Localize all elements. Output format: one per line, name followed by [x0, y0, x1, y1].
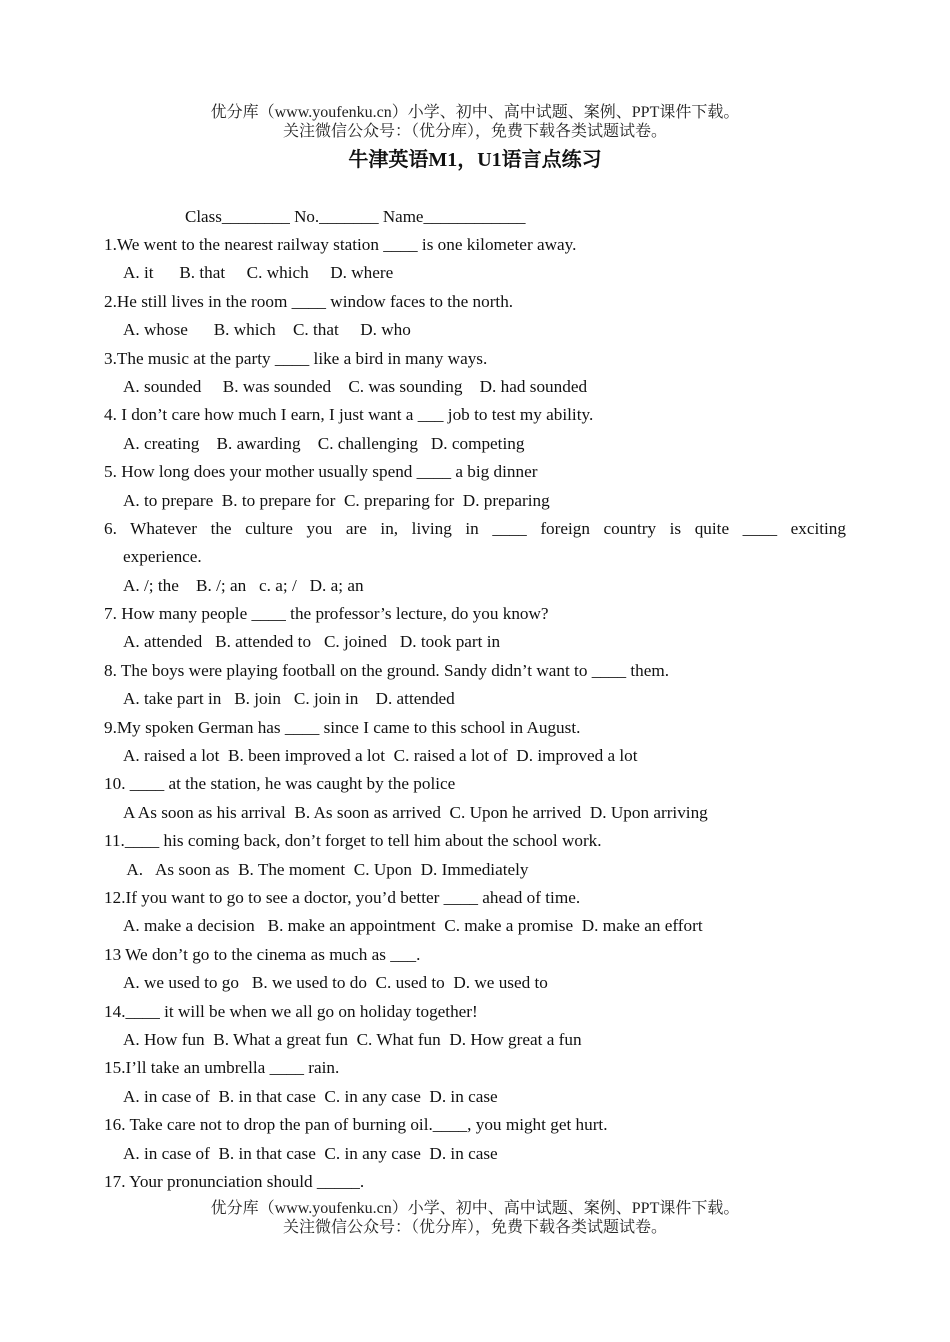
page-footer [0, 1199, 950, 1237]
answer-options-line: A. whose B. which C. that D. who [123, 320, 411, 340]
question-line: 14.____ it will be when we all go on holiday together! [104, 1001, 478, 1021]
question-line: 15.I’ll take an umbrella ____ rain. [104, 1058, 340, 1078]
footer-line-2: 关注微信公众号：（优分库），免费下载各类试题试卷。 [282, 1219, 667, 1236]
question-line: 13 We don’t go to the cinema as much as ___. [104, 944, 421, 964]
header-line-1: 优分库（www.youfenku.cn）小学、初中、高中试题、案例、PPT课件下载。 [210, 104, 740, 121]
question-line: 1.We went to the nearest railway station ____ is one kilometer away. [104, 235, 577, 254]
answer-options-line: A. take part in B. join C. join in D. attended [123, 689, 455, 709]
answer-options-line: A. creating B. awarding C. challenging D. competing [123, 433, 525, 453]
answer-options-line: A. to prepare B. to prepare for C. preparing for D. preparing [123, 490, 550, 510]
question-line: 16. Take care not to drop the pan of burning oil.____, you might get hurt. [104, 1115, 608, 1135]
question-line: 8. The boys were playing football on the ground. Sandy didn’t want to ____ them. [104, 660, 670, 680]
answer-options-line: A As soon as his arrival B. As soon as arrived C. Upon he arrived D. Upon arriving [123, 802, 708, 822]
question-line: 10. ____ at the station, he was caught by the police [104, 774, 456, 794]
question-line: 11.____ his coming back, don’t forget to tell him about the school work. [104, 831, 602, 851]
answer-options-line: A. in case of B. in that case C. in any case D. in case [123, 1086, 498, 1106]
answer-options-line: A. As soon as B. The moment C. Upon D. Immediately [123, 859, 529, 879]
answer-options-line: A. How fun B. What a great fun C. What fun D. How great a fun [123, 1029, 582, 1049]
footer-line-1: 优分库（www.youfenku.cn）小学、初中、高中试题、案例、PPT课件下载。 [210, 1200, 740, 1217]
answer-options-line: A. /; the B. /; an c. a; / D. a; an [123, 575, 364, 595]
answer-options-line: experience. [123, 547, 202, 567]
answer-options-line: A. in case of B. in that case C. in any case D. in case [123, 1143, 498, 1163]
question-line: 3.The music at the party ____ like a bird in many ways. [104, 348, 488, 368]
answer-options-line: A. sounded B. was sounded C. was sounding D. had sounded [123, 376, 588, 396]
question-line: 2.He still lives in the room ____ window faces to the north. [104, 291, 514, 311]
question-line: 12.If you want to go to see a doctor, you’d better ____ ahead of time. [104, 887, 581, 907]
class-name-line: Class________ No._______ Name____________ [185, 207, 526, 226]
document-title: 牛津英语M1，U1语言点练习 [348, 149, 602, 171]
answer-options-line: A. we used to go B. we used to do C. used to D. we used to [123, 973, 548, 993]
header-line-2: 关注微信公众号：（优分库），免费下载各类试题试卷。 [282, 123, 667, 140]
question-line: 17. Your pronunciation should _____. [104, 1171, 365, 1191]
answer-options-line: A. attended B. attended to C. joined D. took part in [123, 632, 501, 652]
question-line: 6. Whatever the culture you are in, living in ____ foreign country is quite ____ exciting [104, 518, 846, 538]
question-line: 7. How many people ____ the professor’s lecture, do you know? [104, 604, 549, 624]
question-line: 9.My spoken German has ____ since I came to this school in August. [104, 717, 581, 737]
question-list [104, 231, 846, 1196]
question-line: 4. I don’t care how much I earn, I just want a ___ job to test my ability. [104, 405, 594, 425]
answer-options-line: A. make a decision B. make an appointment C. make a promise D. make an effort [123, 916, 703, 936]
answer-options-line: A. raised a lot B. been improved a lot C. raised a lot of D. improved a lot [123, 746, 638, 766]
page-header [0, 103, 950, 141]
question-line: 5. How long does your mother usually spend ____ a big dinner [104, 462, 538, 482]
answer-options-line: A. it B. that C. which D. where [123, 263, 394, 283]
